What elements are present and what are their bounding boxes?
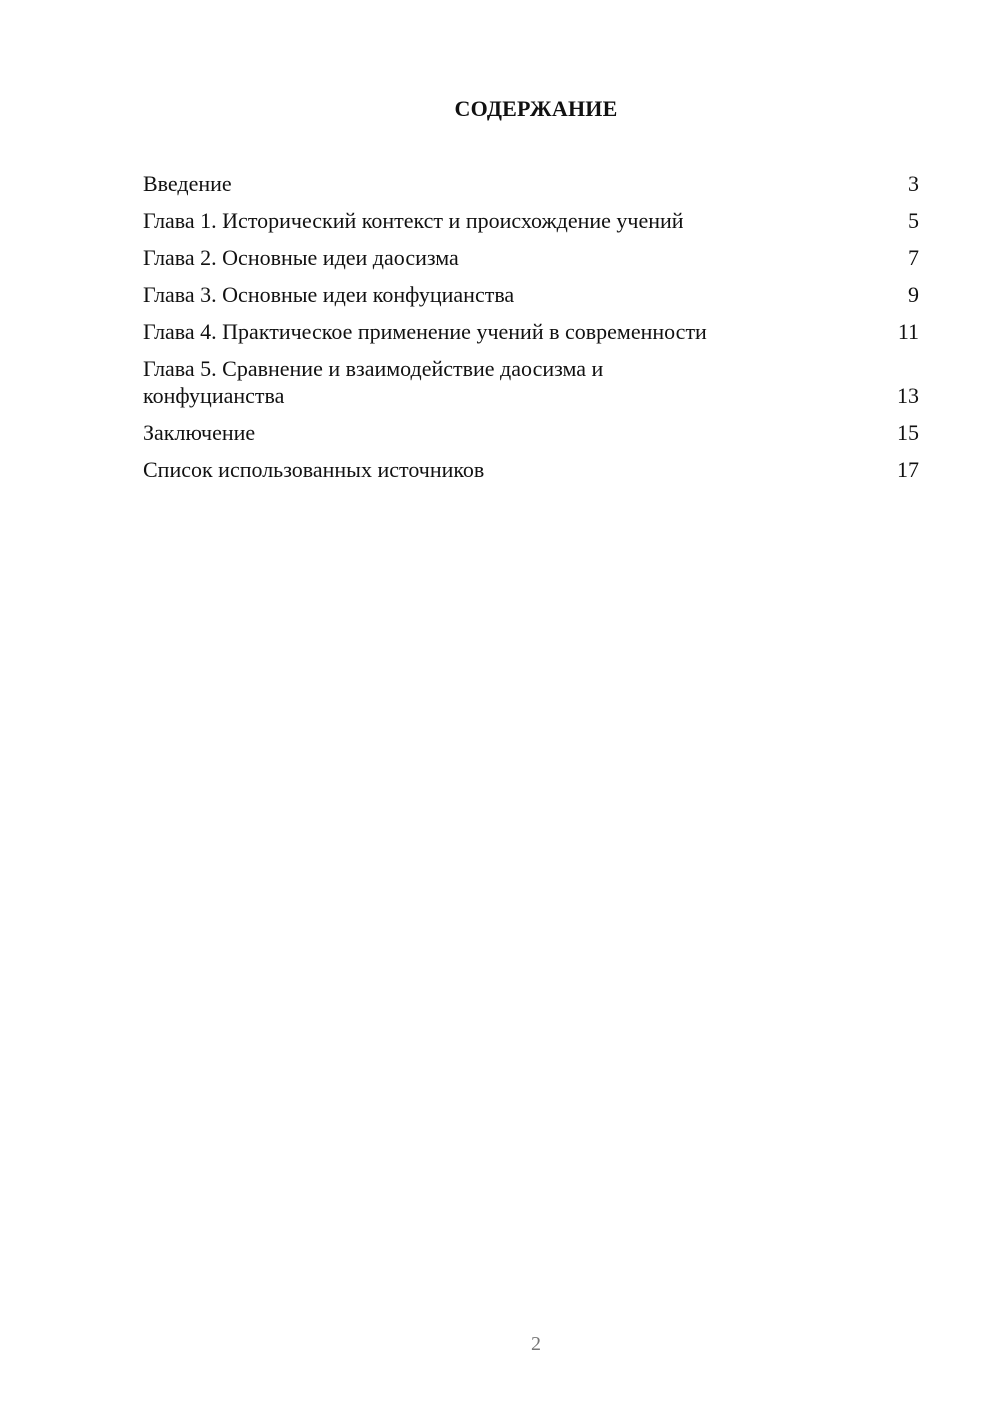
- toc-entry-label: Глава 2. Основные идеи даосизма: [143, 245, 459, 270]
- toc-entry-introduction[interactable]: [143, 170, 919, 197]
- toc-entry-label: Заключение: [143, 420, 256, 445]
- page-number: 2: [531, 1333, 541, 1355]
- toc-entry-page: 9: [908, 282, 919, 307]
- toc-entry-label: Глава 5. Сравнение и взаимодействие даосизма и конфуцианства: [143, 356, 604, 408]
- toc-entry-chapter-1[interactable]: [143, 207, 919, 234]
- toc-entry-page: 3: [908, 171, 919, 196]
- toc-entry-label: Глава 1. Исторический контекст и происхождение учений: [143, 208, 684, 233]
- toc-entry-page: 15: [897, 420, 919, 445]
- toc-entry-label: Список использованных источников: [143, 457, 485, 482]
- toc-entry-label: Глава 3. Основные идеи конфуцианства: [143, 282, 515, 307]
- toc-entry-chapter-2[interactable]: [143, 244, 919, 271]
- table-of-contents: [143, 170, 919, 493]
- toc-entry-chapter-5[interactable]: [143, 355, 919, 409]
- toc-entry-references[interactable]: [143, 456, 919, 483]
- toc-entry-page: 17: [897, 457, 919, 482]
- toc-entry-label: Глава 4. Практическое применение учений в современности: [143, 319, 707, 344]
- toc-entry-label: Введение: [143, 171, 232, 196]
- toc-entry-chapter-3[interactable]: [143, 281, 919, 308]
- toc-entry-chapter-4[interactable]: [143, 318, 919, 345]
- toc-entry-page: 11: [897, 319, 919, 344]
- toc-entry-page: 5: [908, 208, 919, 233]
- toc-entry-conclusion[interactable]: [143, 419, 919, 446]
- page-title: СОДЕРЖАНИЕ: [454, 96, 618, 121]
- toc-entry-page: 7: [908, 245, 919, 270]
- toc-entry-page: 13: [897, 383, 919, 408]
